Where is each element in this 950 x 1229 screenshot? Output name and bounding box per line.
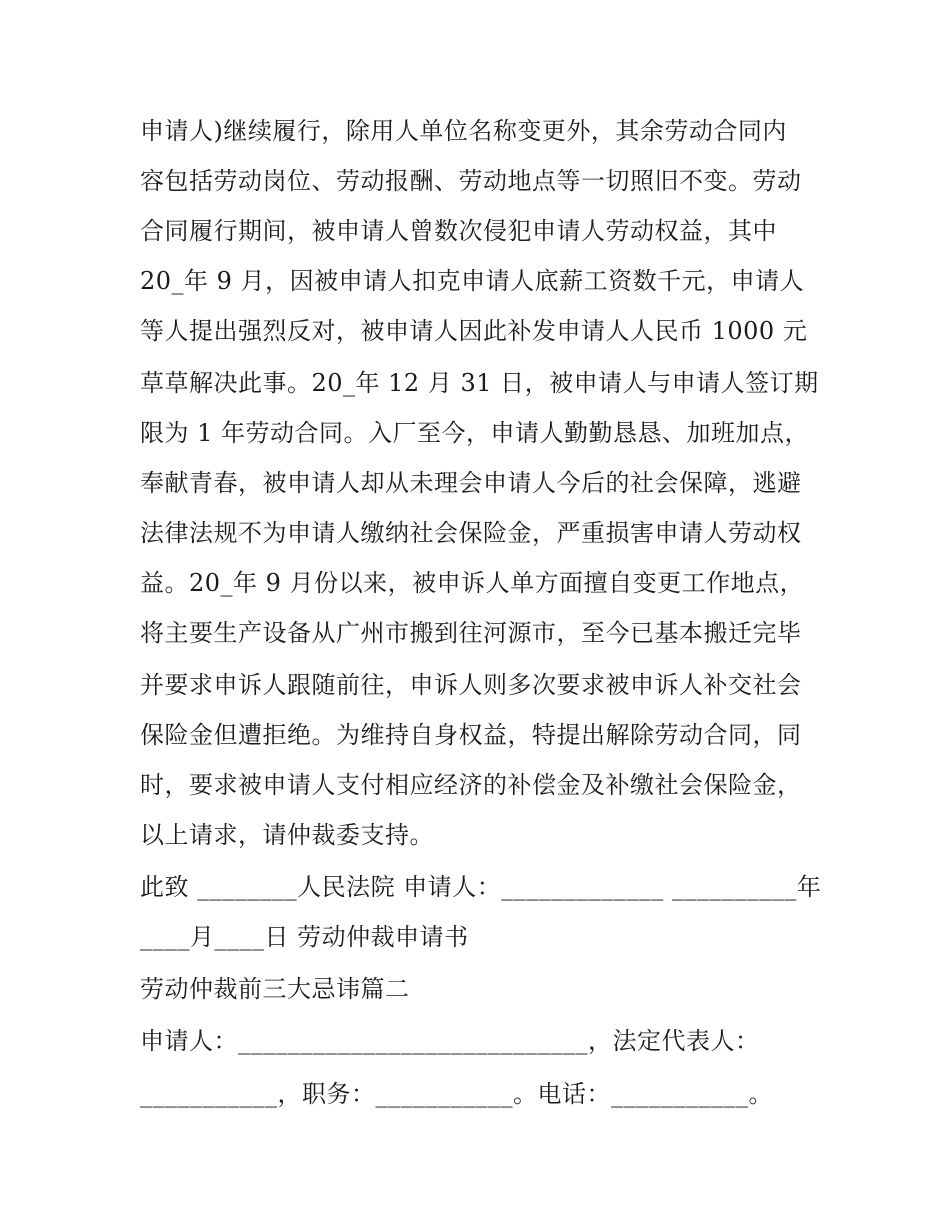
- text-line: 此致 ________人民法院 申请人：_____________ __________年: [140, 873, 822, 901]
- text-line: 将主要生产设备从广州市搬到往河源市，至今已基本搬迁完毕: [140, 619, 802, 647]
- text-line: 限为 1 年劳动合同。入厂至今，申请人勤勤恳恳、加班加点，: [140, 419, 810, 447]
- text-line: 容包括劳动岗位、劳动报酬、劳动地点等一切照旧不变。劳动: [140, 167, 802, 195]
- text-line: 法律法规不为申请人缴纳社会保险金，严重损害申请人劳动权: [140, 519, 802, 547]
- text-line: 并要求申诉人跟随前往，申诉人则多次要求被申诉人补交社会: [140, 671, 802, 699]
- text-line: 20_年 9 月，因被申请人扣克申请人底薪工资数千元，申请人: [140, 267, 805, 295]
- text-line: 时，要求被申请人支付相应经济的补偿金及补缴社会保险金，: [140, 771, 802, 799]
- text-line: 保险金但遭拒绝。为维持自身权益，特提出解除劳动合同，同: [140, 721, 802, 749]
- text-line: ____月____日 劳动仲裁申请书: [140, 923, 469, 951]
- text-line: ___________，职务：___________。电话：___________。: [140, 1080, 773, 1108]
- text-line: 申请人：____________________________，法定代表人：: [140, 1027, 760, 1055]
- text-line: 申请人)继续履行，除用人单位名称变更外，其余劳动合同内: [140, 117, 787, 145]
- text-line: 以上请求，请仲裁委支持。: [140, 821, 434, 849]
- text-line: 奉献青春，被申请人却从未理会申请人今后的社会保障，逃避: [140, 469, 802, 497]
- text-line: 益。20_年 9 月份以来，被申诉人单方面擅自变更工作地点，: [140, 569, 805, 597]
- text-line: 草草解决此事。20_年 12 月 31 日，被申请人与申请人签订期: [140, 369, 819, 397]
- text-line: 合同履行期间，被申请人曾数次侵犯申请人劳动权益，其中: [140, 217, 777, 245]
- section-title: 劳动仲裁前三大忌讳篇二: [140, 975, 410, 1003]
- text-line: 等人提出强烈反对，被申请人因此补发申请人人民币 1000 元: [140, 317, 808, 345]
